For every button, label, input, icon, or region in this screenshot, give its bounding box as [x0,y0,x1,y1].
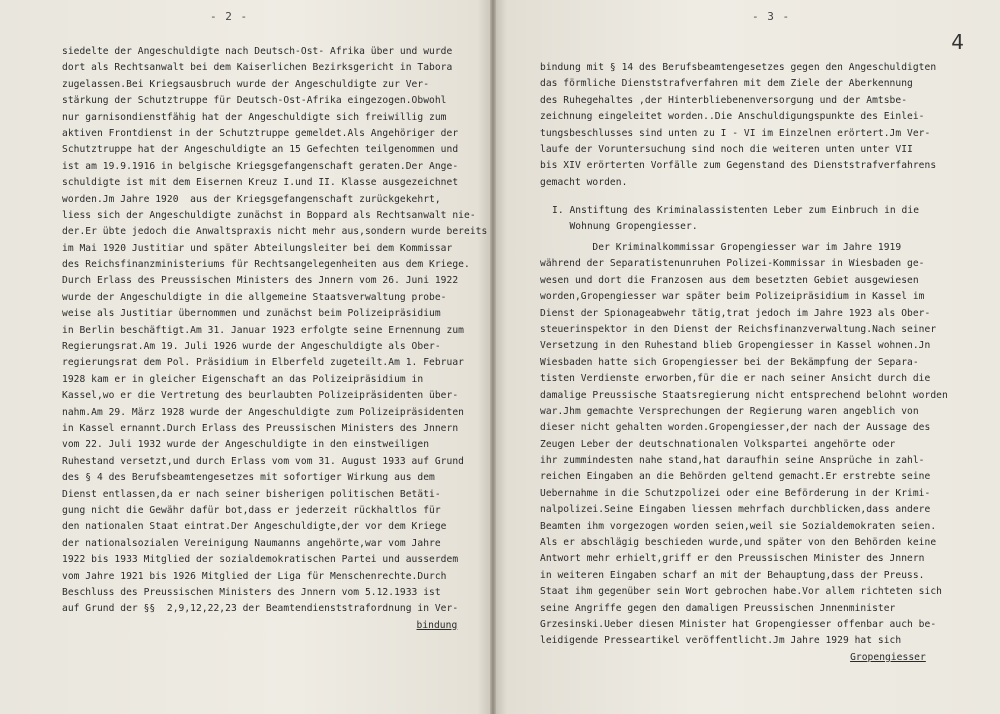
text-line: Beamten ihm vorgezogen worden seien,weil sie Sozialdemokraten seien. [540,520,937,532]
text-line: worden,Gropengiesser war später beim Polizeipräsidium in Kassel im [540,291,925,303]
right-page-main-paragraph [540,240,948,666]
text-line: worden.Jm Jahre 1920 aus der Kriegsgefangenschaft zurückgekehrt, [62,193,441,205]
text-line: den nationalen Staat eintrat.Der Angeschuldigte,der vor dem Kriege [62,521,447,533]
text-line: vom Jahre 1921 bis 1926 Mitglied der Liga für Menschenrechte.Durch [62,570,447,582]
text-line: Ruhestand versetzt,und durch Erlass vom vom 31. August 1933 auf Grund [62,455,464,467]
text-line: in weiteren Eingaben scharf an mit der Behauptung,dass der Preuss. [540,569,925,581]
text-line: regierungsrat dem Pol. Präsidium in Elberfeld zugeteilt.Am 1. Februar [62,357,464,369]
text-line: Dienst entlassen,da er nach seiner bisherigen politischen Betäti- [62,488,441,500]
text-line: stärkung der Schutztruppe für Deutsch-Ost-Afrika eingezogen.Obwohl [62,95,447,107]
text-line: Zeugen Leber der deutschnationalen Volkspartei angehörte oder [540,438,896,450]
text-line: zugelassen.Bei Kriegsausbruch wurde der Angeschuldigte zur Ver- [62,78,430,90]
text-line: damalige Preussische Staatsregierung nicht entsprechend belohnt worden [540,389,948,401]
text-line: in Berlin beschäftigt.Am 31. Januar 1923 erfolgte seine Ernennung zum [62,324,464,336]
text-line: bindung mit § 14 des Berufsbeamtengesetzes gegen den Angeschuldigten [540,62,937,73]
text-line: auf Grund der §§ 2,9,12,22,23 der Beamtendienststrafordnung in Ver- [62,603,459,615]
text-line: steuerinspektor in den Dienst der Reichsfinanzverwaltung.Nach seiner [540,323,937,335]
text-line: zeichnung eingeleitet worden..Die Anschuldigungspunkte des Einlei- [540,111,925,123]
text-line: ist am 19.9.1916 in belgische Kriegsgefangenschaft geraten.Der Ange- [62,160,459,172]
text-line: nahm.Am 29. März 1928 wurde der Angeschuldigte zum Polizeipräsidenten [62,406,464,418]
heading-line: Wohnung Gropengiesser. [552,221,698,233]
text-line: 1922 bis 1933 Mitglied der sozialdemokratischen Partei und ausserdem [62,554,459,566]
text-line: Als er abschlägig beschieden wurde,und später von den Behörden keine [540,537,937,549]
text-line: ihr zummindesten nahe stand,hat daraufhin seine Ansprüche in zahl- [540,455,925,467]
left-page-body [62,44,487,634]
right-catchword: Gropengiesser [850,651,926,663]
text-line: vom 22. Juli 1932 wurde der Angeschuldigte in den einstweiligen [62,439,430,451]
right-page-intro-paragraph [540,60,936,191]
text-line: nalpolizei.Seine Eingaben liessen mehrfach durchblicken,dass andere [540,504,931,516]
text-line: dieser nicht gehalten worden.Gropengiesser,der nach der Aussage des [540,422,931,434]
text-line: das förmliche Dienststrafverfahren mit dem Ziele der Aberkennung [540,78,913,90]
text-line: weise als Justitiar übernommen und zunächst beim Polizeipräsidium [62,308,441,320]
text-line: der.Er übte jedoch die Anwaltspraxis nicht mehr aus,sondern wurde bereits [62,226,488,238]
text-line: Der Kriminalkommissar Gropengiesser war im Jahre 1919 [540,242,902,253]
text-line: wurde der Angeschuldigte in die allgemeine Staatsverwaltung probe- [62,291,447,303]
text-line: Uebernahme in die Schutzpolizei oder eine Beförderung in der Krimi- [540,487,931,499]
right-page-number: - 3 - [752,10,791,23]
text-line: wesen und dort die Franzosen aus dem besetzten Gebiet ausgewiesen [540,274,919,286]
text-line: Durch Erlass des Preussischen Ministers des Jnnern vom 26. Juni 1922 [62,275,459,287]
heading-line: I. Anstiftung des Kriminalassistenten Leber zum Einbruch in die [552,205,920,216]
left-catchword: bindung [416,619,458,631]
text-line: des § 4 des Berufsbeamtengesetzes mit sofortiger Wirkung aus dem [62,472,435,484]
text-line: Kassel,wo er die Vertretung des beurlaubten Polizeipräsidenten über- [62,390,459,402]
text-line: der nationalsozialen Vereinigung Naumanns angehörte,war vom Jahre [62,537,441,549]
text-line: des Ruhegehaltes ,der Hinterbliebenenversorgung und der Amtsbe- [540,94,908,106]
text-line: Antwort mehr erhielt,griff er den Preussischen Minister des Jnnern [540,553,925,565]
text-line: während der Separatistenunruhen Polizei-Kommissar in Wiesbaden ge- [540,258,925,270]
text-line: Staat ihm gegenüber sein Wort gebrochen habe.Vor allem richteten sich [540,586,942,598]
text-line: liess sich der Angeschuldigte zunächst in Boppard als Rechtsanwalt nie- [62,209,476,221]
text-line: Dienst der Spionageabwehr tätig,trat jedoch im Jahre 1923 als Ober- [540,307,931,319]
text-line: gemacht worden. [540,176,628,188]
handwritten-margin-number: 4 [951,30,964,54]
text-line: des Reichsfinanzministeriums für Rechtsangelegenheiten aus dem Kriege. [62,259,470,271]
text-line: schuldigte ist mit dem Eisernen Kreuz I.und II. Klasse ausgezeichnet [62,177,459,189]
text-line: Regierungsrat.Am 19. Juli 1926 wurde der Angeschuldigte als Ober- [62,341,441,353]
text-line: Beschluss des Preussischen Ministers des Jnnern vom 5.12.1933 ist [62,586,441,598]
text-line: Wiesbaden hatte sich Gropengiesser bei der Bekämpfung der Separa- [540,356,919,368]
text-line: nur garnisondienstfähig hat der Angeschuldigte sich freiwillig zum [62,111,447,123]
book-gutter [490,0,496,714]
text-line: im Mai 1920 Justitiar und später Abteilungsleiter bei dem Kommissar [62,242,453,254]
text-line: tungsbeschlusses sind unten zu I - VI im Einzelnen erörtert.Jm Ver- [540,127,931,139]
text-line: war.Jhm gemachte Versprechungen der Regierung waren angeblich von [540,405,919,417]
section-heading [552,203,919,236]
text-line: bis XIV erörterten Vorfälle zum Gegenstand des Dienststrafverfahrens [540,160,937,172]
text-line: leidigende Presseartikel veröffentlicht.Jm Jahre 1929 hat sich [540,635,902,647]
text-line: laufe der Voruntersuchung sind noch die weiteren unten unter VII [540,143,913,155]
left-page [0,0,492,714]
text-line: dort als Rechtsanwalt bei dem Kaiserlichen Bezirksgericht in Tabora [62,62,453,74]
text-line: Schutztruppe hat der Angeschuldigte an 15 Gefechten teilgenommen und [62,144,459,156]
left-page-number: - 2 - [210,10,249,23]
text-line: aktiven Frontdienst in der Schutztruppe gemeldet.Als Angehöriger der [62,127,459,139]
text-line: gung nicht die Gewähr dafür bot,dass er jederzeit rückhaltlos für [62,504,441,516]
text-line: in Kassel ernannt.Durch Erlass des Preussischen Ministers des Jnnern [62,422,459,434]
text-line: Versetzung in den Ruhestand blieb Gropengiesser in Kassel wohnen.Jn [540,340,931,352]
text-line: Grzesinski.Ueber diesen Minister hat Gropengiesser offenbar auch be- [540,618,937,630]
right-page [492,0,1000,714]
text-line: reichen Eingaben an die Behörden geltend gemacht.Er erstrebte seine [540,471,931,483]
text-line: tisten Verdienste erworben,für die er nach seiner Ansicht durch die [540,373,931,385]
text-line: siedelte der Angeschuldigte nach Deutsch-Ost- Afrika über und wurde [62,46,453,57]
text-line: 1928 kam er in gleicher Eigenschaft an das Polizeipräsidium in [62,373,424,385]
text-line: seine Angriffe gegen den damaligen Preussischen Jnnenminister [540,602,896,614]
